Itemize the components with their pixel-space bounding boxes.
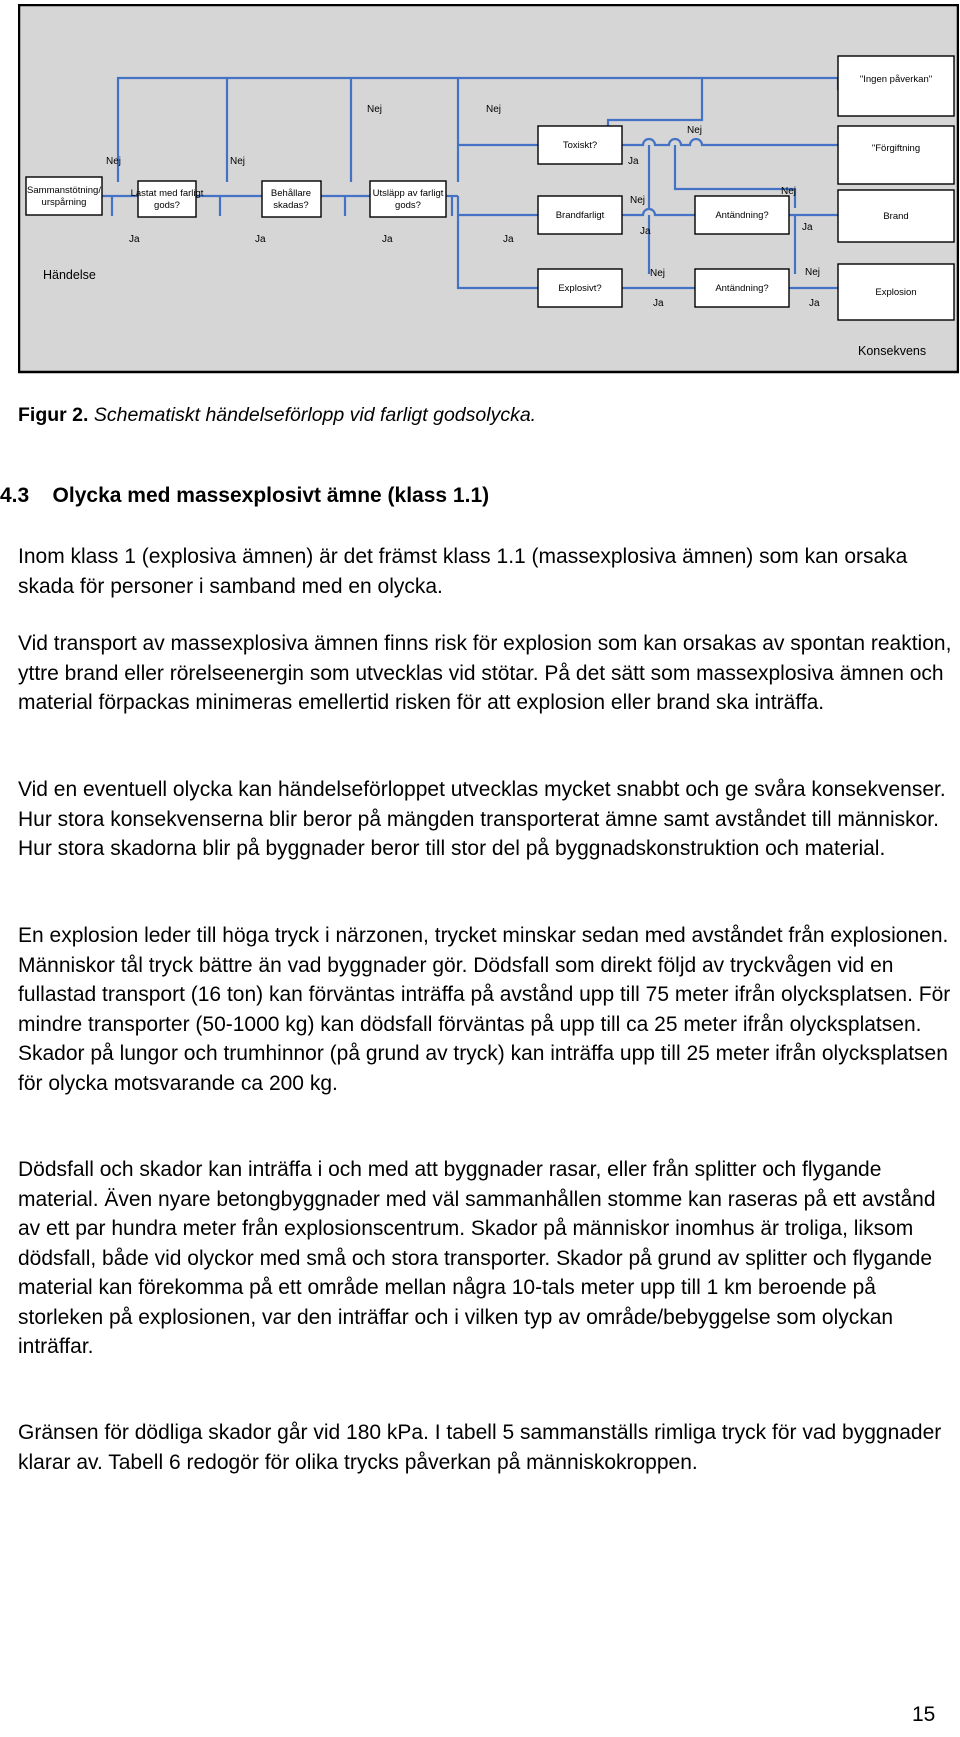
svg-text:Antändning?: Antändning? (715, 283, 769, 294)
yes-label: Ja (382, 234, 393, 245)
no-label: Nej (106, 156, 122, 167)
paragraph-5: Dödsfall och skador kan inträffa i och med att byggnader rasar, eller från splitter och flygande material. Även nyare betongbyggnader med väl sammanhållen stomme kan raseras på ett avstånd av ett par hundra meter från explosionscentrum. Skador på människor inomhus är troliga, liksom dödsfall, både vid olyckor med små och stora transporter. Skador på grund av splitter och flygande material kan förekomma på ett område mellan några 10-tals meter upp till 1 km beroende på storleken på explosionen, var den inträffar och i vilken typ av område/bebyggelse som olyckan inträffar. (18, 1158, 936, 1358)
page-number: 15 (912, 1703, 936, 1726)
yes-label: Ja (640, 226, 651, 237)
yes-label: Ja (809, 298, 820, 309)
event-label: Händelse (43, 268, 96, 282)
box-fire (838, 190, 954, 242)
no-label: Nej (781, 186, 797, 197)
yes-label: Ja (255, 234, 266, 245)
no-label: Nej (805, 267, 821, 278)
paragraph-3: Vid en eventuell olycka kan händelseförloppet utvecklas mycket snabbt och ge svåra konsekvenser. Hur stora konsekvenserna blir beror på mängden transporterat ämne samt avståndet till människor. Hur stora skadorna blir på byggnader beror till stor del på byggnadskonstruktion och material. (18, 778, 946, 860)
svg-text:Explosivt?: Explosivt? (558, 283, 602, 294)
box-ignition-explosion (695, 269, 789, 307)
figure-caption (18, 404, 536, 427)
section-heading (0, 484, 489, 508)
release-text: Utsläpp av farligt gods? (372, 188, 444, 211)
loaded-text: Lastat med farligt gods? (130, 188, 204, 211)
yes-label: Ja (129, 234, 140, 245)
svg-text:Sammanstötning/urspårning: Sammanstötning/ urspårning (27, 185, 101, 208)
no-label: Nej (486, 104, 502, 115)
event-tree-diagram (18, 4, 959, 374)
event-box-release (370, 181, 446, 217)
event-box-collision (26, 177, 102, 215)
no-label: Nej (650, 268, 666, 279)
caption-label: Figur 2. (18, 404, 89, 426)
svg-text:Toxiskt?: Toxiskt? (562, 140, 598, 151)
box-ignition-fire (695, 196, 789, 234)
container-text: Behållare skadas? (270, 188, 312, 211)
event-box-loaded (131, 181, 204, 217)
paragraph-4: En explosion leder till höga tryck i närzonen, trycket minskar sedan med avståndet från explosionen. Människor tål tryck bättre än vad byggnader gör. Dödsfall som direkt följd av tryckvågen vid en fullastad transport (16 ton) kan förväntas inträffa på avstånd upp till 75 meter ifrån olycksplatsen. För mindre transporter (50-1000 kg) kan dödsfall förväntas på upp till ca 25 meter ifrån olycksplatsen. Skador på lungor och trumhinnor (på grund av tryck) kan inträffa upp till 25 meter ifrån olycksplatsen för olycka motsvarande ca 200 kg. (18, 924, 951, 1095)
yes-label: Ja (628, 156, 639, 167)
svg-text:Antändning?: Antändning? (715, 210, 769, 221)
svg-text:Brandfarligt: Brandfarligt (555, 210, 605, 221)
event-box-container (262, 181, 321, 217)
box-explosion (838, 264, 954, 320)
box-poisoning (838, 126, 954, 184)
section-title: Olycka med massexplosivt ämne (klass 1.1) (52, 484, 490, 507)
box-no-effect (838, 56, 954, 116)
no-label: Nej (367, 104, 383, 115)
no-label: Nej (230, 156, 246, 167)
svg-text:Brand: Brand (883, 211, 909, 222)
consequence-label: Konsekvens (858, 344, 927, 358)
yes-label: Ja (653, 298, 664, 309)
svg-text:"Förgiftning: "Förgiftning (871, 143, 921, 154)
no-label: Nej (687, 125, 703, 136)
paragraph-1: Inom klass 1 (explosiva ämnen) är det främst klass 1.1 (massexplosiva ämnen) som kan orsaka skada för personer i samband med en olycka. (18, 545, 908, 598)
section-number: 4.3 (0, 484, 30, 507)
box-explosive (538, 269, 622, 307)
yes-label: Ja (503, 234, 514, 245)
box-flammable (538, 196, 622, 234)
svg-text:Explosion: Explosion (875, 287, 917, 298)
paragraph-2: Vid transport av massexplosiva ämnen finns risk för explosion som kan orsakas av spontan reaktion, yttre brand eller rörelseenergin som utvecklas vid stötar. På det sätt som massexplosiva ämnen och material förpackas minimeras emellertid risken för att explosion eller brand ska inträffa. (18, 632, 952, 714)
caption-text: Schematiskt händelseförlopp vid farligt godsolycka. (93, 404, 537, 426)
paragraph-6: Gränsen för dödliga skador går vid 180 kPa. I tabell 5 sammanställs rimliga tryck för vad byggnader klarar av. Tabell 6 redogör för olika trycks påverkan på människokroppen. (18, 1421, 942, 1474)
box-toxic (538, 126, 622, 164)
svg-text:"Ingen påverkan": "Ingen påverkan" (859, 74, 933, 85)
no-label: Nej (630, 195, 646, 206)
yes-label: Ja (802, 222, 813, 233)
